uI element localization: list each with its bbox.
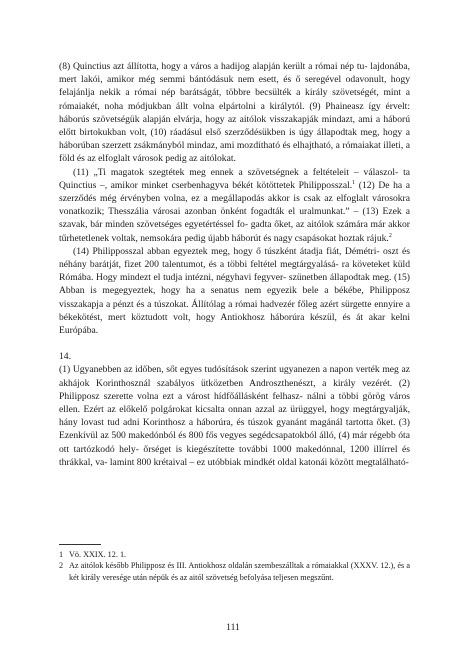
text-line: ta Quinctius –, amikor minket cserbenhagyva békét kötöttetek Philipposszal. [59,166,411,191]
text-line: hogy Antiokhosz háborúra készül, és át akar kelni Európába. [59,311,411,337]
text-line: és túszok gyanánt magánál tartotta őket. (3) Ezenkívül az 500 makedónból és [59,417,410,442]
text-line: (9) Phaineasz így érvelt: háborús szövetségük alapján elvárja, hogy az aitólok [59,100,411,125]
footnote-divider [59,544,101,545]
footnotes [59,549,410,583]
text-line: szerződésükben is úgy állapodtak meg, hogy a háborúban szerzett zsákmányból [59,127,410,152]
text-line: egyezik bele a békébe, Philipposz visszakapja a pénzt és a túszokat. Állítólag a [59,285,410,310]
text-line: szünetben állapodtak meg. (15) Abban is megegyeztek, hogy ha a senatus nem [59,272,410,297]
footnote-2 [59,560,410,583]
text-line: nálni a többi görög város ellen. Ezért az előkelő polgárokat kicsalta onnan azzal [59,390,410,416]
text-line: (11) „Ti magatok szegtétek meg ennek a szövetségnek a feltételeit – válaszol- [73,166,399,178]
paragraph-1 [59,60,410,166]
footnote-number: 1 [59,550,64,559]
text-line: lajdonába, mert lakói, amikor még semmi bántódásuk nem esett, és ő seregével [59,61,410,86]
text-line: római hadvezér főleg azért sürgette ennyire a békekötést, mert köztudott volt, [59,298,410,323]
text-line: gadta őket, az aitólok számára már akkor tűrhetetlenek voltak, nemsokára pedig [59,219,410,244]
footnote-text: Az aitólok később Philipposz és III. Antiokhosz oldalán szembeszálltak a rómaiakkal (XXXV. 12.), és a két király veresége után népük és az aitól szövetség befolyása teljesen megszűnt. [69,561,410,582]
text-line: lamint 800 krétaival – ez utóbbiak mindkét oldal katonái között megtalálható- [109,456,409,468]
text-line: (12) De ha a szerződés még érvényben volna, ez a megállapodás akkor is csak [59,179,410,205]
text-line: (8) Quinctius azt állította, hogy a város a hadijog alapján került a római nép tu- [59,61,368,72]
text-line: (14) Philipposszal abban egyeztek meg, hogy ő túszként átadja fiát, Démétri- [73,245,380,257]
main-text [59,60,410,469]
text-line: odavonult, hogy felajánlja nekik a római nép barátságát, többre becsülték a király [59,74,410,99]
footnote-text: Vö. XXIX. 12. 1. [69,550,127,559]
text-line: városok pedig az aitólokat. [132,153,236,165]
text-line: az elfoglalt városokra vonatkozik; Thesszália városai azonban önként fogadták [59,193,410,218]
text-line: őrséget is kiegészítette további 1000 makedónnal, 1200 illírrel és thrákkal, va- [59,443,410,468]
page-number: 111 [226,622,240,633]
section-number: 14. [59,351,71,363]
text-line: újabb háborút és nagy csapásokat hoztak rájuk. [207,232,389,244]
text-line: (1) Ugyanebben az időben, sőt egyes tudósítások szerint ugyanezen a napon [59,364,354,376]
footnote-number: 2 [59,561,64,571]
section-paragraph [59,363,410,469]
text-line: király vezérét. (2) Philipposz szerette volna ezt a várost hídfőállásként felhasz- [59,377,411,402]
text-line: az ürüggyel, hogy megtárgyalják, hány lovast tud adni Korinthosz a háborúra, [59,404,411,429]
text-line: verték meg az akhájok Korinthosznál szabályos ütközetben Androszthenészt, a [59,364,410,389]
paragraph-3 [59,245,410,337]
text-line: el uralmunkat.” – (13) Ezek a szavak, bár minden szövetséges egyetértéssel fo- [59,206,410,231]
paragraph-2 [59,166,410,245]
text-line: 800 fős vegyes segédcsapatokból álló, (4) már régebb óta ott tartózkodó hely- [59,430,410,455]
text-line: mindaz, ami mozdítható és elhajtható, a rómaiakat illeti, a föld és az elfoglalt [59,140,410,165]
text-line: ra követeket küld Rómába. Hogy mindezt el tudja intézni, négyhavi fegyver- [59,259,410,284]
footnote-mark[interactable]: 1 [352,179,356,186]
text-line: visszakapják mindazt, ami a háború előtt birtokukban volt, (10) ráadásul első [59,113,410,139]
text-line: szövetségét, mint a rómaiakét, noha módjukban állt volna elpártolni a királytól. [59,87,411,112]
footnote-mark[interactable]: 2 [388,232,392,239]
text-line: oszt és néhány barátját, fizet 200 talentumot, és a többi feltétel megtárgyalásá- [59,245,410,271]
footnote-1 [59,549,410,560]
